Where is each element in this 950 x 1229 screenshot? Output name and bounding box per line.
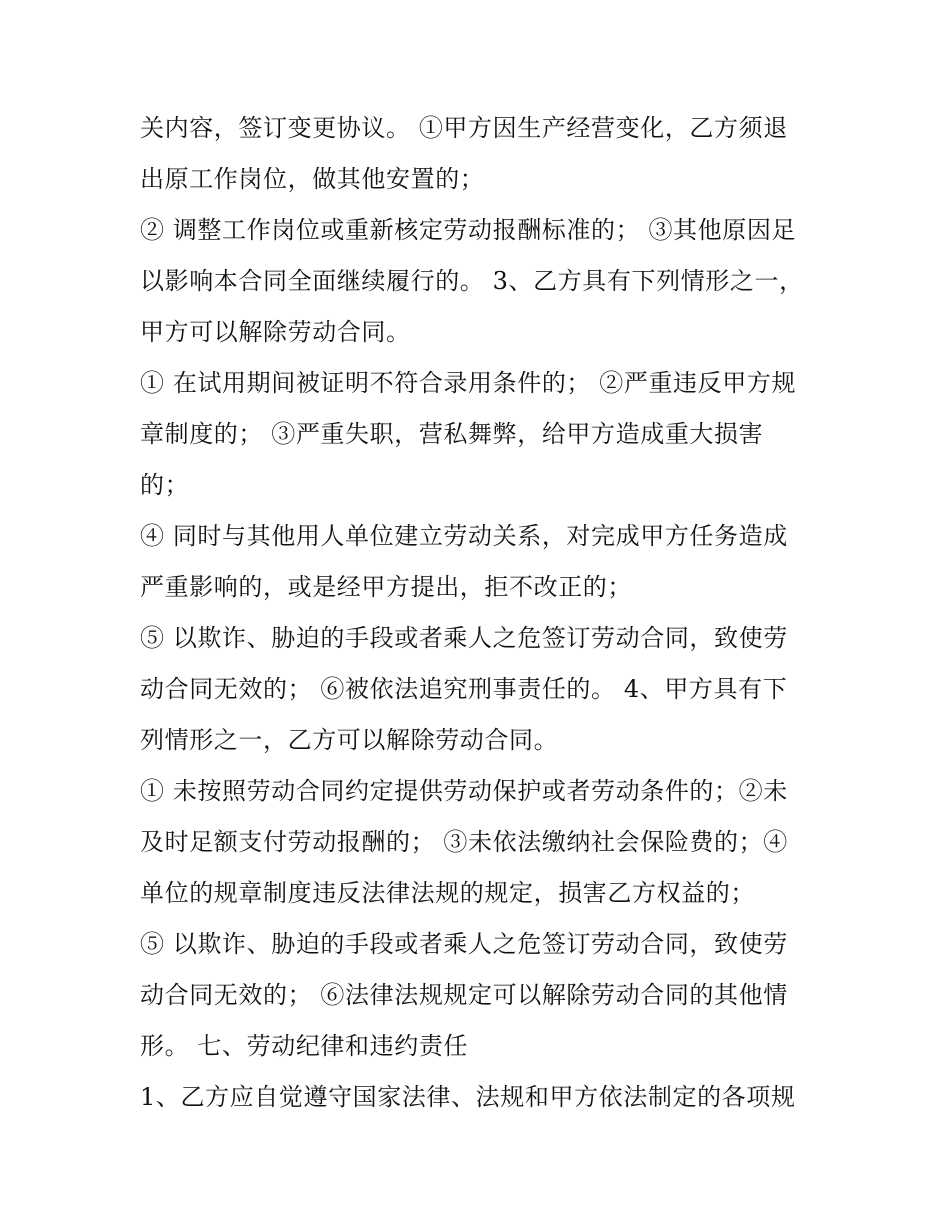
text-line: ⑤ 以欺诈、胁迫的手段或者乘人之危签订劳动合同，致使劳 <box>140 624 788 652</box>
text-line: 及时足额支付劳动报酬的； ③未依法缴纳社会保险费的；④ <box>140 828 788 856</box>
text-line: 动合同无效的； ⑥被依法追究刑事责任的。 4、甲方具有下 <box>140 675 788 703</box>
text-line: ④ 同时与其他用人单位建立劳动关系，对完成甲方任务造成 <box>140 522 788 550</box>
text-line: 的； <box>140 471 190 499</box>
text-line: 出原工作岗位，做其他安置的； <box>140 165 485 193</box>
text-line: 形。 七、劳动纪律和违约责任 <box>140 1032 469 1060</box>
text-line: 列情形之一，乙方可以解除劳动合同。 <box>140 726 559 754</box>
text-line: ⑤ 以欺诈、胁迫的手段或者乘人之危签订劳动合同，致使劳 <box>140 930 788 958</box>
text-line: 以影响本合同全面继续履行的。 3、乙方具有下列情形之一， <box>140 267 804 295</box>
text-line: 严重影响的，或是经甲方提出，拒不改正的； <box>140 573 632 601</box>
text-line: 甲方可以解除劳动合同。 <box>140 318 411 346</box>
text-line: ② 调整工作岗位或重新核定劳动报酬标准的； ③其他原因足 <box>140 216 797 244</box>
text-line: ① 未按照劳动合同约定提供劳动保护或者劳动条件的；②未 <box>140 777 788 805</box>
text-line: 1、乙方应自觉遵守国家法律、法规和甲方依法制定的各项规 <box>140 1083 796 1111</box>
text-line: 动合同无效的； ⑥法律法规规定可以解除劳动合同的其他情 <box>140 981 788 1009</box>
text-line: ① 在试用期间被证明不符合录用条件的； ②严重违反甲方规 <box>140 369 797 397</box>
text-line: 单位的规章制度违反法律法规的规定，损害乙方权益的； <box>140 879 755 907</box>
text-line: 章制度的； ③严重失职，营私舞弊，给甲方造成重大损害 <box>140 420 764 448</box>
text-line: 关内容，签订变更协议。 ①甲方因生产经营变化，乙方须退 <box>140 114 788 142</box>
